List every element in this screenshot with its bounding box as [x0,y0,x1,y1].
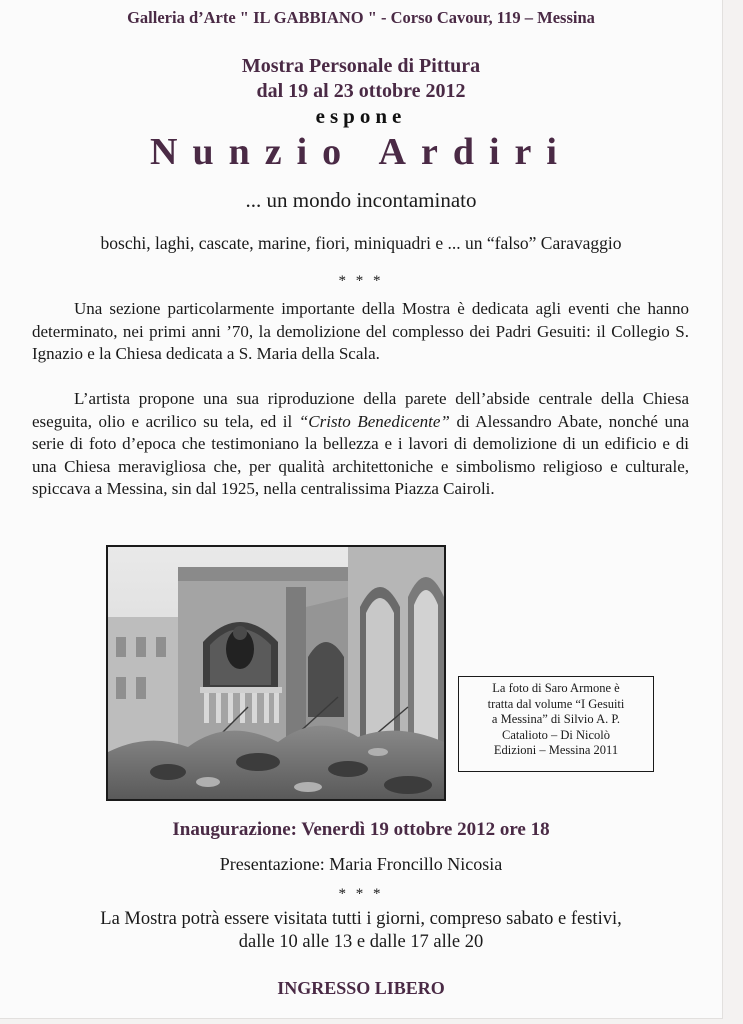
photo-illustration [108,547,444,799]
exhibit-dates: dal 19 al 23 ottobre 2012 [256,80,466,102]
visiting-hours: dalle 10 alle 13 e dalle 17 alle 20 [238,932,484,952]
inauguration-date: Inaugurazione: Venerdì 19 ottobre 2012 ore 18 [172,819,550,840]
gallery-header: Galleria d’Arte " IL GABBIANO " - Corso Cavour, 119 – Messina [127,8,595,27]
church-demolition-photo [106,545,446,801]
visiting-info: La Mostra potrà essere visitata tutti i giorni, compreso sabato e festivi, [100,909,622,929]
caption-line: Edizioni – Messina 2011 [493,743,619,758]
separator-stars: * * * [338,886,384,902]
caption-line: tratta dal volume “I Gesuiti [487,696,625,711]
paragraph-demolition [32,298,689,366]
artwork-title: “Cristo Benedicente” [298,411,450,431]
exhibit-subtitle: ... un mondo incontaminato [245,188,477,212]
artist-name: Nunzio Ardiri [150,131,572,173]
exhibit-type: Mostra Personale di Pittura [241,55,481,77]
paragraph-2-end: di Alessandro Abate, nonché una serie di foto d’epoca che testimoniano la bellezza e i lavori di demolizione di un edificio e di una Chiesa meravigliosa che, per qualità architettoniche e simbolismo religioso e culturale, spiccava a Messina, sin dal 1925, nella centralissima Piazza Cairoli. [32,411,690,499]
presentation-line: Presentazione: Maria Froncillo Nicosia [219,854,503,874]
separator-stars: * * * [338,273,384,289]
photo-caption [458,676,654,772]
caption-line: La foto di Saro Armone è [492,681,620,695]
caption-line: a Messina” di Silvio A. P. [491,712,621,727]
exposes-label: espone [315,104,407,128]
paragraph-2-start: L’artista propone una sua riproduzione della parete dell’abside centrale della Chiesa eseguita, olio e acrilico su tela, ed il [32,389,689,431]
paragraph-artist-works [32,388,689,501]
caption-line: Catalioto – Di Nicolò [502,727,610,742]
paragraph-1-text: Una sezione particolarmente importante della Mostra è dedicata agli eventi che hanno determinato, nei primi anni ’70, la demolizione del complesso dei Padri Gesuiti: il Collegio S. Ignazio e la Chiesa dedicata a S. Maria della Scala. [32,299,689,364]
free-entry-label: INGRESSO LIBERO [277,978,445,998]
exhibit-themes: boschi, laghi, cascate, marine, fiori, miniquadri e ... un “falso” Caravaggio [100,233,622,253]
